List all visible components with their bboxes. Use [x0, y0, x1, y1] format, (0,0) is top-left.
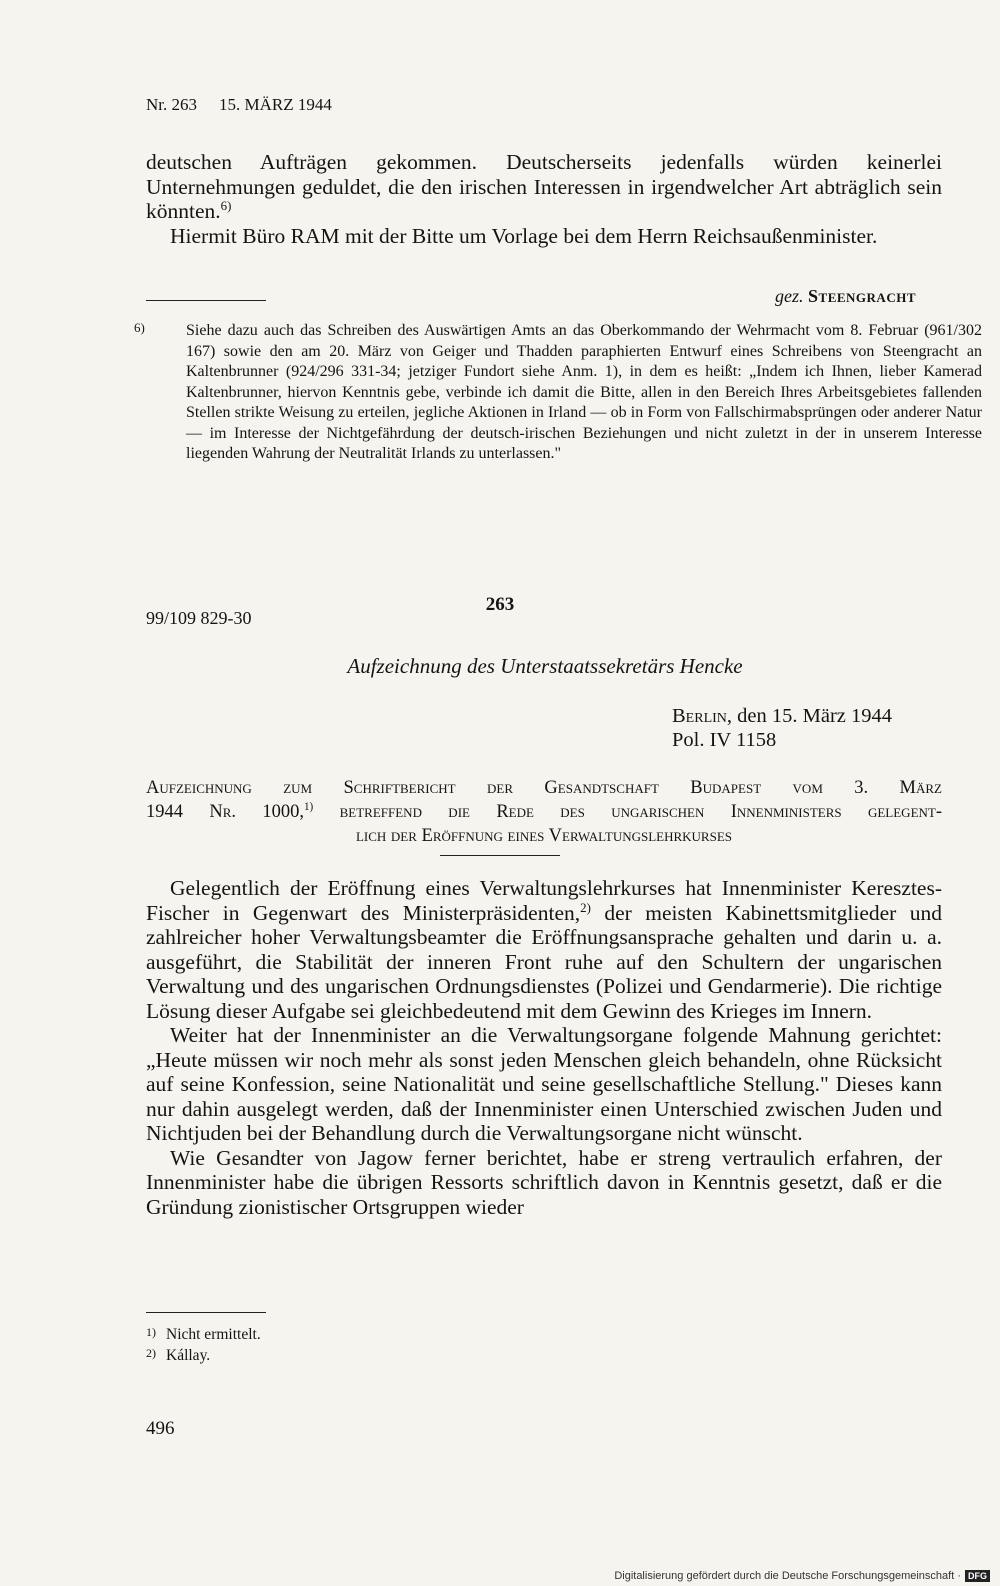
- signature-name: Steengracht: [808, 286, 916, 306]
- subject-line-2-rest: betreffend die Rede des ungarischen Innenministers gelegent-: [339, 802, 942, 822]
- footnote-2: [146, 1343, 210, 1366]
- running-header: [146, 95, 332, 115]
- date: , den 15. März 1944: [726, 705, 892, 727]
- page-number: 496: [146, 1418, 175, 1439]
- main-paragraph-1: [146, 876, 942, 1023]
- footnote-6: [134, 318, 982, 465]
- header-date: 15. MÄRZ 1944: [219, 95, 332, 114]
- footnote-6-mark: 6): [134, 320, 145, 335]
- footnote-2-text: Kállay.: [166, 1347, 211, 1364]
- file-number: Pol. IV 1158: [672, 729, 777, 751]
- footnote-separator: [146, 300, 266, 301]
- footnote-6-text: Siehe dazu auch das Schreiben des Auswärtigen Amts an das Oberkommando der Wehrmacht vom 8. Februar (961/302 167) sowie den am 20. März von Geiger und Thadden paraphierten Entwurf eines Schreibens von Steengracht an Kaltenbrunner (924/296 331-34; jetziger Fundort siehe Anm. 1), in dem es heißt: „Indem ich Ihnen, lieber Kamerad Kaltenbrunner, hiervon Kenntnis gebe, verbinde ich damit die Bitte, allen in den Bereich Ihres Arbeitsgebietes fallenden Stellen strikte Weisung zu erteilen, jegliche Aktionen in Irland — ob in Form von Fallschirmabsprüngen oder anderer Natur — im Interesse der Nichtgefährdung der deutsch-irischen Beziehungen und nicht zuletzt in der in unserem Interesse liegenden Wahrung der Neutralität Irlands zu unterlassen.": [186, 322, 982, 462]
- footnote-1: [146, 1322, 261, 1345]
- document-title: Aufzeichnung des Unterstaatssekretärs Hencke: [347, 654, 743, 678]
- dfg-logo: DFG: [965, 1570, 990, 1582]
- bottom-footnote-separator: [146, 1312, 266, 1313]
- footnote-1-mark: 1): [146, 1325, 156, 1339]
- document-number: 263: [485, 594, 515, 615]
- main-paragraph-1-start: Gelegentlich der Eröffnung eines Verwaltungslehrkurses hat Innenminister Keresztes-Fischer in Gegenwart des Ministerpräsidenten,: [146, 876, 942, 925]
- footnote-1-text: Nicht ermittelt.: [166, 1326, 261, 1343]
- credit-text: Digitalisierung gefördert durch die Deutsche Forschungsgemeinschaft ·: [614, 1570, 961, 1582]
- continued-paragraph-1: [146, 150, 942, 224]
- subject-line-2-start: 1944 Nr. 1000,: [146, 802, 304, 822]
- digitization-credit: [614, 1570, 990, 1582]
- continued-paragraph-1-text: deutschen Aufträgen gekommen. Deutscherseits jedenfalls würden keinerlei Unternehmungen geduldet, die den irischen Interessen in irgendwelcher Art abträglich sein könnten.: [146, 150, 942, 223]
- main-paragraph-1-rest: der meisten Kabinettsmitglieder und zahlreicher hoher Verwaltungsbeamter die Eröffnungsansprache gehalten und darin u. a. ausgeführt, die Stabilität der inneren Front ruhe auf den Schultern der ungarischen Verwaltung und des ungarischen Ordnungsdienstes (Polizei und Gendarmerie). Die richtige Lösung dieser Aufgabe sei gleichbedeutend mit dem Gewinn des Krieges im Innern.: [146, 900, 943, 1023]
- footnote-ref-2: 2): [580, 900, 591, 915]
- subject-line-1: Aufzeichnung zum Schriftbericht der Gesandtschaft Budapest vom 3. März: [146, 778, 942, 798]
- place-and-date: [672, 704, 892, 752]
- footnote-2-mark: 2): [146, 1346, 156, 1360]
- signature-prefix: gez.: [775, 286, 804, 306]
- footnote-ref-1: 1): [304, 800, 314, 813]
- signature: [775, 286, 916, 307]
- archive-reference: 99/109 829-30: [146, 608, 252, 628]
- main-text: [146, 876, 942, 1219]
- document-subject: [146, 776, 942, 848]
- main-paragraph-3: Wie Gesandter von Jagow ferner berichtet, habe er streng vertraulich erfahren, der Innenminister habe die übrigen Ressorts schriftlich davon in Kenntnis gesetzt, daß er die Gründung zionistischer Ortsgruppen wieder: [146, 1145, 942, 1219]
- footnote-ref-6: 6): [220, 198, 232, 213]
- place: Berlin: [672, 705, 727, 727]
- subject-line-2: [146, 800, 942, 824]
- heading-separator: [440, 855, 560, 856]
- continued-paragraph-2: Hiermit Büro RAM mit der Bitte um Vorlage bei dem Herrn Reichsaußenminister.: [170, 223, 878, 248]
- continued-text: [146, 150, 942, 248]
- subject-line-3: lich der Eröffnung eines Verwaltungslehrkurses: [355, 826, 733, 846]
- header-doc-number: Nr. 263: [146, 95, 197, 114]
- main-paragraph-2: Weiter hat der Innenminister an die Verwaltungsorgane folgende Mahnung gerichtet: „Heute müssen wir noch mehr als sonst jeden Menschen gleich behandeln, ohne Rücksicht auf seine Konfession, seine Nationalität und seine gesellschaftliche Stellung." Dieses kann nur dahin ausgelegt werden, daß der Innenminister einen Unterschied zwischen Juden und Nichtjuden bei der Behandlung durch die Verwaltungsorgane nicht wünscht.: [146, 1023, 942, 1145]
